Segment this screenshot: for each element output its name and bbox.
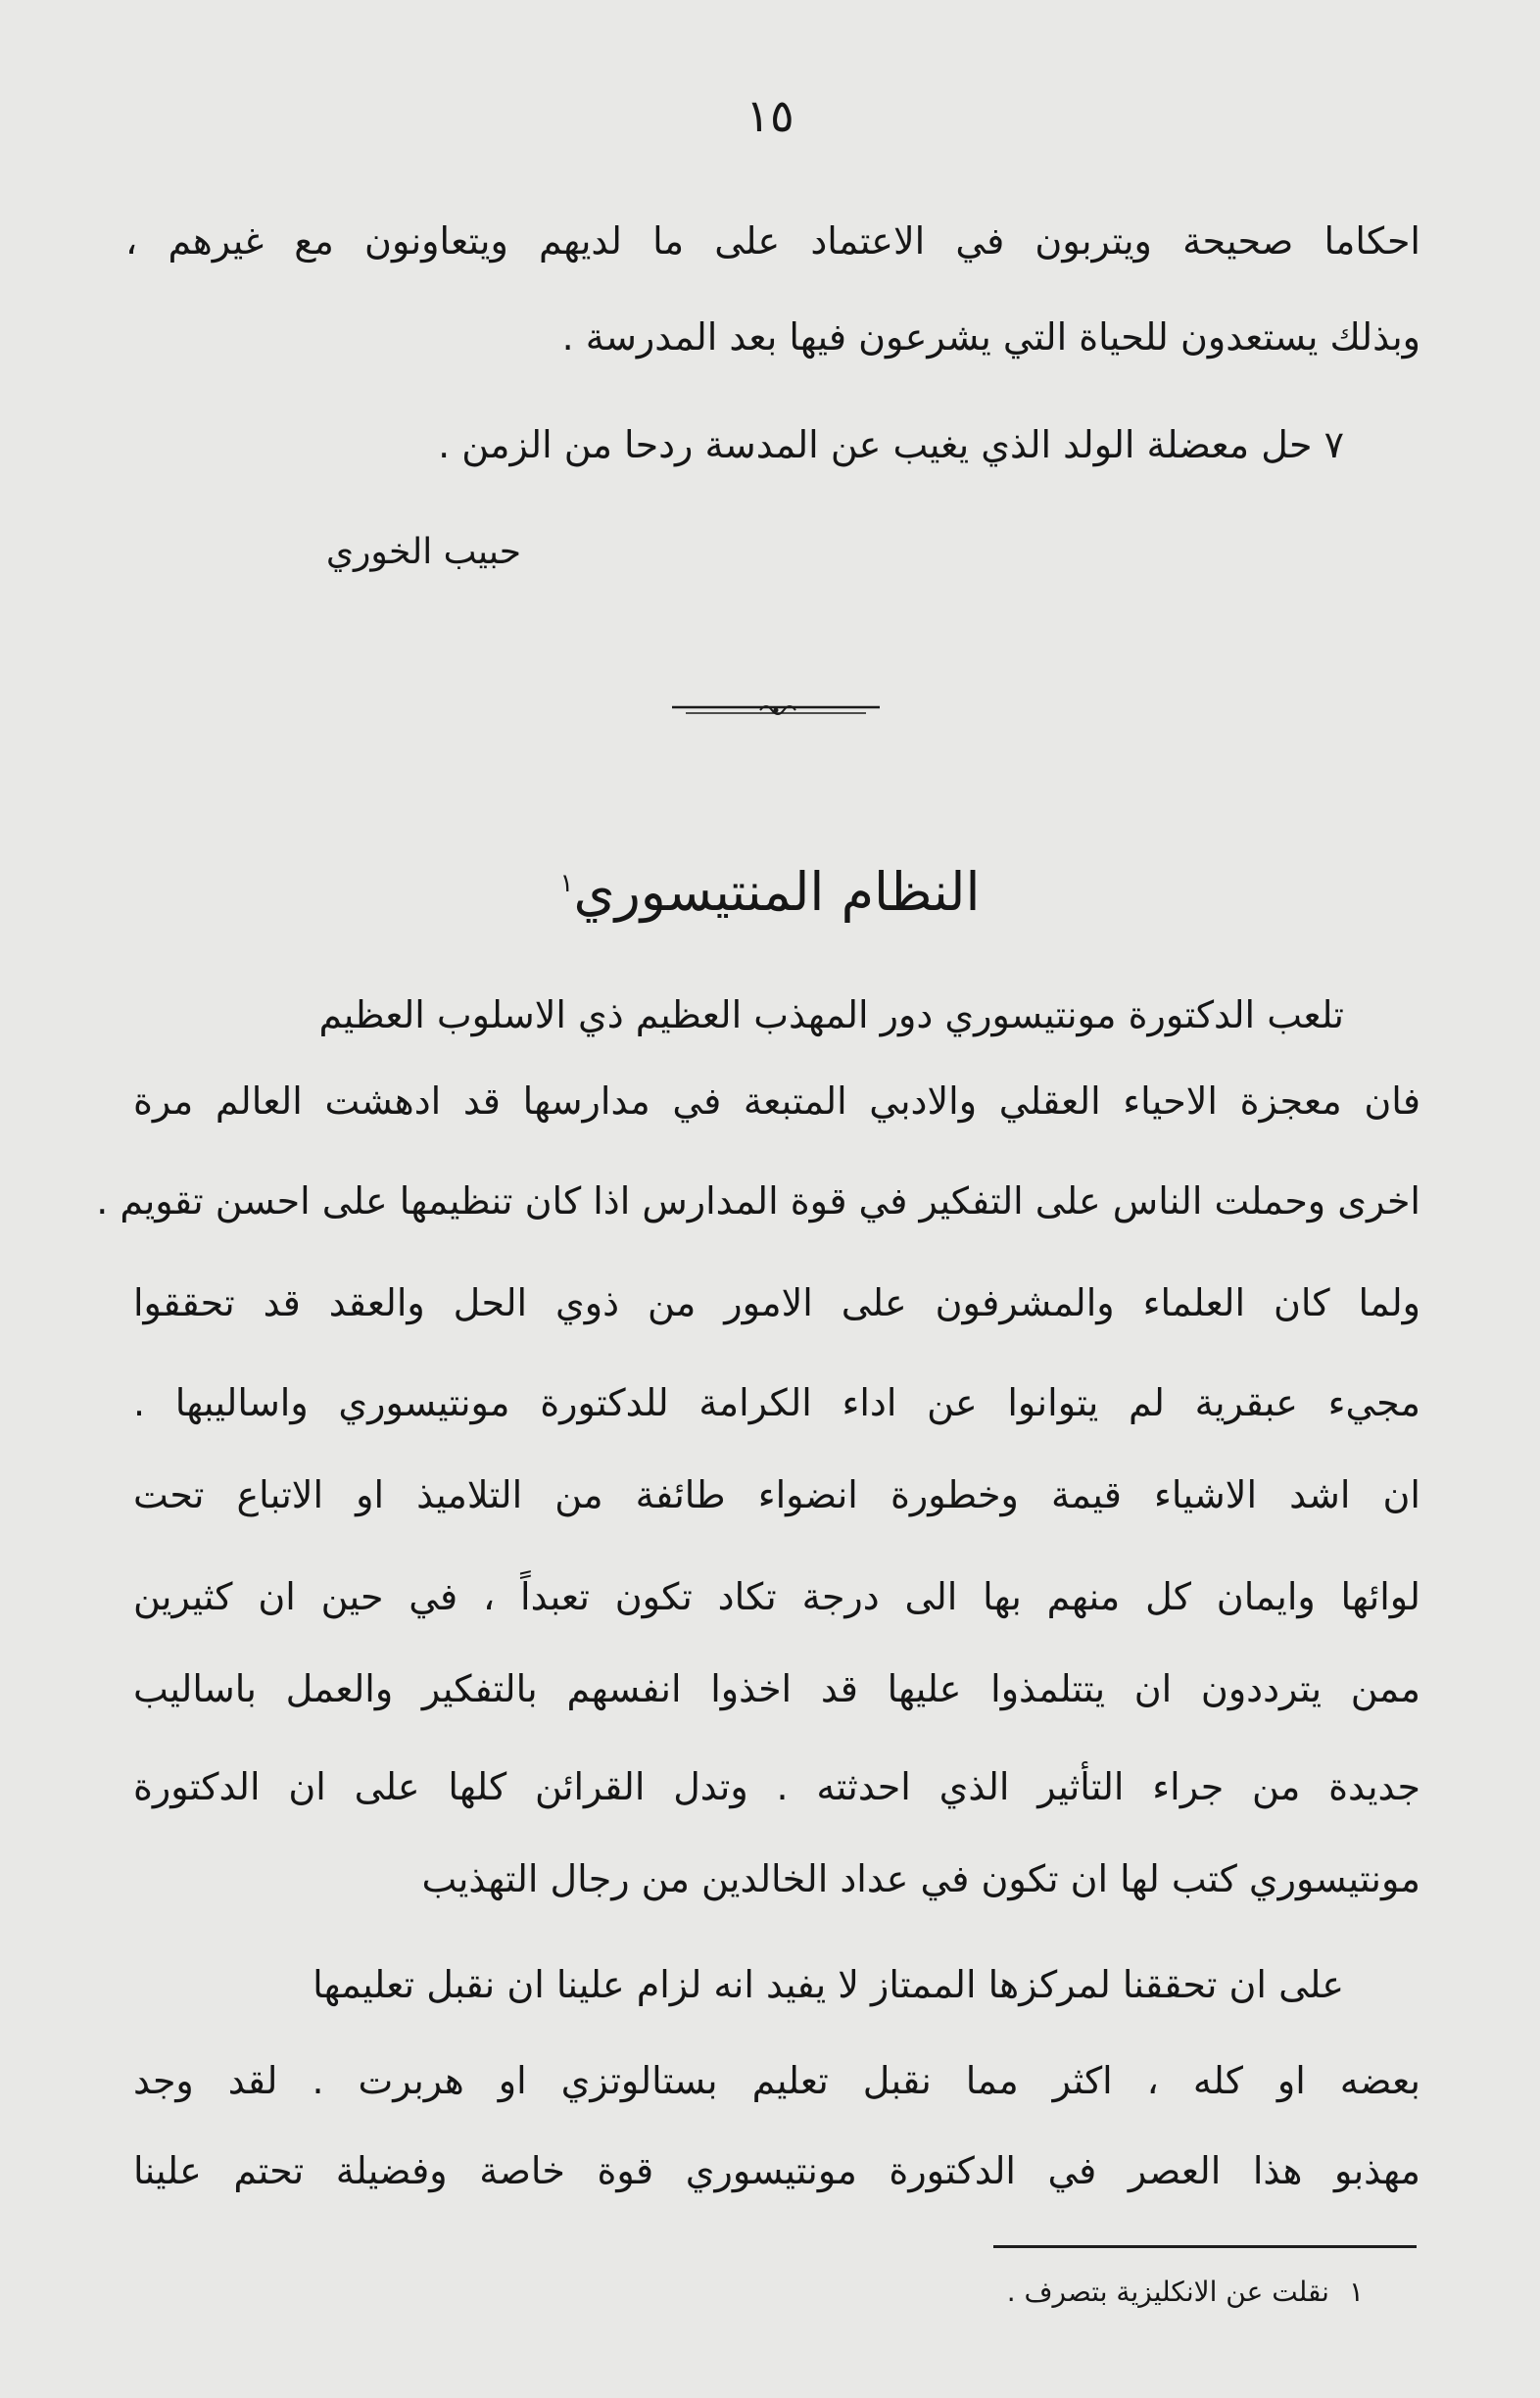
footnote-number: ١ bbox=[1348, 2276, 1364, 2308]
author-signature: حبيب الخوري bbox=[325, 532, 521, 572]
ornament-divider bbox=[668, 695, 884, 725]
footnote-rule bbox=[993, 2245, 1417, 2248]
title-footnote-mark: ١ bbox=[559, 869, 574, 898]
body-line: ممن يترددون ان يتتلمذوا عليها قد اخذوا انفسهم بالتفكير والعمل باساليب bbox=[133, 1667, 1420, 1710]
body-line: احكاما صحيحة ويتربون في الاعتماد على ما لديهم ويتعاونون مع غيرهم ، bbox=[125, 219, 1420, 263]
page-number: ١٥ bbox=[746, 89, 794, 142]
body-line: فان معجزة الاحياء العقلي والادبي المتبعة في مدارسها قد ادهشت العالم مرة bbox=[133, 1079, 1420, 1123]
footnote bbox=[1007, 2271, 1364, 2314]
body-line: جديدة من جراء التأثير الذي احدثته . وتدل القرائن كلها على ان الدكتورة bbox=[133, 1765, 1420, 1808]
body-line: لوائها وايمان كل منهم بها الى درجة تكاد تكون تعبداً ، في حين ان كثيرين bbox=[133, 1575, 1420, 1618]
body-line: ولما كان العلماء والمشرفون على الامور من ذوي الحل والعقد قد تحققوا bbox=[133, 1281, 1420, 1324]
article-title bbox=[411, 844, 1129, 932]
list-item-7: ٧ حل معضلة الولد الذي يغيب عن المدسة ردحا من الزمن . bbox=[438, 423, 1344, 466]
body-line: ان اشد الاشياء قيمة وخطورة انضواء طائفة من التلاميذ او الاتباع تحت bbox=[133, 1473, 1420, 1516]
body-line: بعضه او كله ، اكثر مما نقبل تعليم بستالوتزي او هربرت . لقد وجد bbox=[133, 2059, 1420, 2102]
body-line: وبذلك يستعدون للحياة التي يشرعون فيها بعد المدرسة . bbox=[561, 315, 1420, 359]
article-title-text: النظام المنتيسوري bbox=[573, 861, 981, 923]
body-line: مهذبو هذا العصر في الدكتورة مونتيسوري قوة خاصة وفضيلة تحتم علينا bbox=[133, 2149, 1420, 2192]
body-line: تلعب الدكتورة مونتيسوري دور المهذب العظيم ذي الاسلوب العظيم bbox=[318, 993, 1344, 1036]
footnote-text: نقلت عن الانكليزية بتصرف . bbox=[1006, 2276, 1329, 2308]
body-line: مونتيسوري كتب لها ان تكون في عداد الخالدين من رجال التهذيب bbox=[421, 1857, 1420, 1900]
body-line: اخرى وحملت الناس على التفكير في قوة المدارس اذا كان تنظيمها على احسن تقويم . bbox=[96, 1179, 1420, 1223]
body-line: مجيء عبقرية لم يتوانوا عن اداء الكرامة للدكتورة مونتيسوري واساليبها . bbox=[133, 1381, 1420, 1424]
body-line: على ان تحققنا لمركزها الممتاز لا يفيد انه لزام علينا ان نقبل تعليمها bbox=[313, 1963, 1344, 2006]
